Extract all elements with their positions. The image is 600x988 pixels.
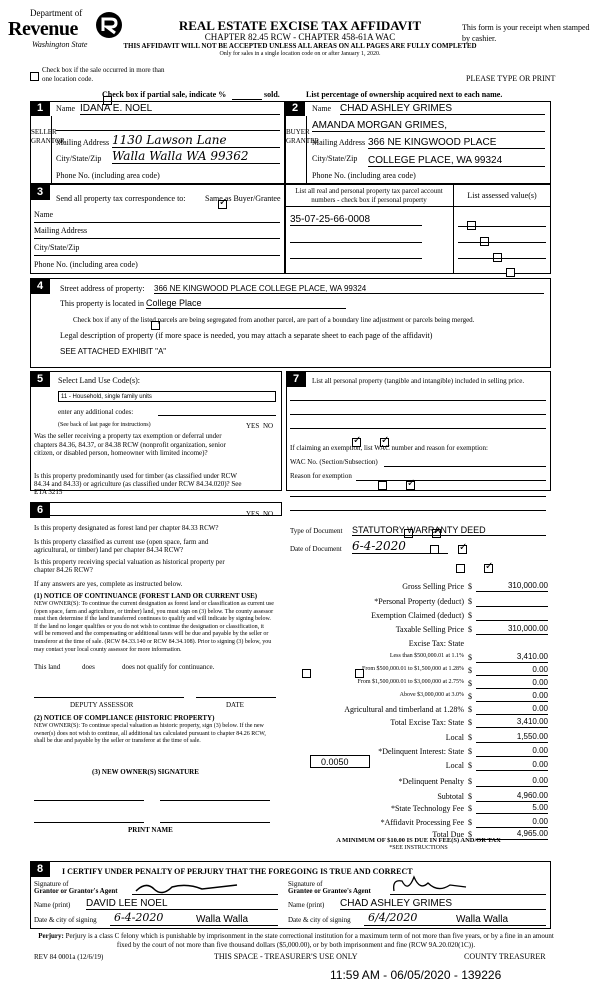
tax-row-label: Local	[445, 761, 464, 770]
doc-type-field[interactable]: STATUTORY WARRANTY DEED	[352, 525, 546, 536]
grantor-sig-label: Signature of	[34, 880, 69, 888]
tax-row-dollar: $	[468, 625, 472, 634]
local-rate-field[interactable]: 0.0050	[310, 755, 370, 768]
additional-codes-field[interactable]	[158, 415, 276, 416]
tax-row-label: Taxable Selling Price	[395, 625, 464, 634]
tax-row-value[interactable]: 1,550.00	[476, 732, 548, 743]
parcels-heading: List all real and personal property tax parcel account numbers - check box if personal property	[295, 187, 443, 204]
form-chapter: CHAPTER 82.45 RCW - CHAPTER 458-61A WAC	[204, 32, 396, 42]
multi-location-label: Check box if the sale occurred in more than one location code.	[42, 66, 165, 83]
grantor-date-label: Date & city of signing	[34, 916, 97, 924]
pct-ownership-note: List percentage of ownership acquired next to each name.	[306, 90, 503, 99]
s6-q2-no[interactable]	[458, 545, 467, 554]
tax-row-value[interactable]: 5.00	[476, 803, 548, 814]
form-warning: THIS AFFIDAVIT WILL NOT BE ACCEPTED UNLESS ALL AREAS ON ALL PAGES ARE FULLY COMPLETED	[123, 42, 477, 50]
tax-row-label: Total Excise Tax: State	[390, 718, 464, 727]
tax-row-dollar: $	[468, 761, 472, 770]
tax-row-label: Agricultural and timberland at 1.28%	[344, 705, 464, 714]
tax-row-value[interactable]: 0.00	[476, 691, 548, 702]
buyer-grantee-label: BUYER GRANTEE	[286, 128, 319, 145]
corr-address-label: Mailing Address	[34, 226, 88, 235]
logo-dept: Department of	[30, 8, 83, 18]
grantee-date-label: Date & city of signing	[288, 916, 351, 924]
tax-row-label: Total Due	[432, 830, 464, 839]
grantee-date-field[interactable]: 6/4/2020	[368, 911, 418, 924]
land-does-not-label: does not qualify for continuance.	[122, 663, 215, 671]
land-use-label: Select Land Use Code(s):	[58, 376, 140, 385]
seller-phone-label: Phone No. (including area code)	[56, 171, 160, 180]
segregate-label: Check box if any of the listed parcels are being segregated from another parcel, are part of a boundary line adjustment or parcels being merged.	[73, 316, 475, 324]
tax-row-label: Subtotal	[437, 792, 464, 801]
s6-no-header: NO	[263, 510, 274, 518]
this-land-label: This land	[34, 663, 61, 671]
partial-sale-label: Check box if partial sale, indicate %	[102, 90, 227, 99]
tax-row-dollar: $	[468, 830, 472, 839]
minimum-note: A MINIMUM OF $10.00 IS DUE IN FEE(S) AND/OR TAX	[336, 837, 501, 844]
s5-yes-header: YES	[246, 422, 260, 430]
grantee-name-label: Name (print)	[288, 901, 325, 909]
grantee-city-field[interactable]: Walla Walla	[456, 914, 509, 925]
partial-percent-field[interactable]	[232, 99, 262, 100]
seller-city-field[interactable]: Walla Walla WA 99362	[112, 149, 280, 164]
assessed-value-1[interactable]	[458, 226, 546, 227]
grantor-date-field[interactable]: 6-4-2020	[114, 911, 164, 924]
deputy-assessor-label: DEPUTY ASSESSOR	[70, 701, 134, 709]
corr-name-label: Name	[34, 210, 54, 219]
tax-row-dollar: $	[468, 611, 472, 620]
parcel-number-1[interactable]: 35-07-25-66-0008	[290, 214, 422, 226]
additional-codes-label: enter any additional codes:	[58, 408, 134, 416]
form-only-for: Only for sales in a single location code on or after January 1, 2020.	[219, 51, 381, 57]
dor-logo-icon	[94, 10, 124, 40]
tax-row-dollar: $	[468, 705, 472, 714]
treasurer-use-label: THIS SPACE - TREASURER'S USE ONLY	[214, 952, 358, 961]
s6-q3-no[interactable]	[484, 564, 493, 573]
s5-question-1: Was the seller receiving a property tax exemption or deferral under chapters 84.36, 84.37, or 84.38 RCW (nonprofit organization, senior citizen, or disabled person, homeowner with limited income)?	[34, 432, 226, 457]
section-7-number: 7	[286, 371, 306, 387]
grantor-name-field[interactable]: DAVID LEE NOEL	[86, 898, 278, 910]
tax-row-value[interactable]: 310,000.00	[476, 581, 548, 592]
tax-row-label: Excise Tax: State	[408, 639, 464, 648]
buyer-name-field[interactable]: CHAD ASHLEY GRIMES	[340, 103, 545, 115]
tax-row-dollar: $	[468, 679, 472, 688]
notice-1-body: NEW OWNER(S): To continue the current designation as forest land or classification as current use (open space, farm and agriculture, or timber) land, you must sign on (3) below. The county assessor must then determine if the land transferred continues to qualify and will indicate by signing below. If the land no longer qualifies or you do not wish to continue the designation or classification, it will be removed and the compensating or additional taxes will be due and payable by the seller or transferor at the time of sale. (RCW 84.33.140 or RCW 84.34.108). Prior to signing (3) below, you may contact your local county assessor for more information.	[34, 601, 274, 653]
form-title: REAL ESTATE EXCISE TAX AFFIDAVIT	[178, 18, 422, 33]
notice-2-body: NEW OWNER(S): To continue special valuation as historic property, sign (3) below. If the new owner(s) does not wish to continue, all additional tax calculated pursuant to chapter 84.26 RCW, shall be due and payable by the seller or transferor at the time of sale.	[34, 723, 266, 745]
grantor-name-label: Name (print)	[34, 901, 71, 909]
same-as-buyer-label: Same as Buyer/Grantee	[205, 194, 281, 203]
buyer-city-label: City/State/Zip	[312, 154, 358, 163]
tax-row-dollar: $	[468, 804, 472, 813]
grantee-sig-label: Signature of	[288, 880, 323, 888]
s5-no-header: NO	[263, 422, 274, 430]
seller-name-label: Name	[56, 104, 76, 113]
receipt-stamp: 11:59 AM - 06/05/2020 - 139226	[330, 968, 502, 982]
assessor-date-label: DATE	[226, 701, 244, 709]
tax-row-value[interactable]: 3,410.00	[476, 717, 548, 728]
legal-description-label: Legal description of property (if more space is needed, you may attach a separate sheet to each page of the affidavit)	[60, 331, 433, 340]
tax-row-value[interactable]: 0.00	[476, 760, 548, 771]
buyer-city-field[interactable]: COLLEGE PLACE, WA 99324	[368, 155, 545, 167]
tax-row-dollar: $	[468, 747, 472, 756]
tax-row-dollar: $	[468, 692, 472, 701]
tax-row-label: *State Technology Fee	[390, 804, 464, 813]
corr-phone-label: Phone No. (including area code)	[34, 260, 138, 269]
legal-description-value[interactable]: SEE ATTACHED EXHIBIT "A"	[60, 347, 167, 356]
section-1-number: 1	[30, 101, 50, 116]
tax-row-value[interactable]: 0.00	[476, 746, 548, 757]
tax-row-dollar: $	[468, 733, 472, 742]
tax-row-dollar: $	[468, 666, 472, 675]
logo-state: Washington State	[32, 40, 88, 49]
tax-row-label: *Personal Property (deduct)	[374, 597, 464, 606]
notice-2-heading: (2) NOTICE OF COMPLIANCE (HISTORIC PROPERTY)	[34, 714, 215, 722]
section-2-number: 2	[285, 101, 305, 116]
tax-row-label: Above $3,000,000 at 3.0%	[399, 692, 464, 698]
tax-row-value[interactable]: 0.00	[476, 776, 548, 787]
partial-sold-label: sold.	[264, 90, 280, 99]
tax-row-dollar: $	[468, 777, 472, 786]
seller-name-field[interactable]: IDANA E. NOEL	[80, 103, 280, 115]
grantee-agent-label: Grantee or Grantee's Agent	[288, 887, 371, 895]
tax-row-dollar: $	[468, 792, 472, 801]
seller-address-label: Mailing Address	[56, 138, 110, 147]
tax-row-dollar: $	[468, 653, 472, 662]
wac-field[interactable]	[384, 466, 546, 467]
s6-question-3: Is this property receiving special valuation as historical property per chapter 84.26 RCW?	[34, 558, 225, 574]
grantor-city-field[interactable]: Walla Walla	[196, 914, 249, 925]
doc-type-label: Type of Document	[290, 527, 343, 535]
s6-q3-yes[interactable]	[456, 564, 465, 573]
located-in-label: This property is located in	[60, 299, 144, 308]
tax-row-value[interactable]: 4,965.00	[476, 829, 548, 840]
s6-question-1: Is this property designated as forest land per chapter 84.33 RCW?	[34, 524, 219, 532]
grantee-name-field[interactable]: CHAD ASHLEY GRIMES	[340, 898, 546, 910]
grantee-signature	[390, 873, 470, 895]
tax-row-value[interactable]: 3,410.00	[476, 652, 548, 663]
land-use-select[interactable]: 11 - Household, single family units	[58, 391, 276, 402]
tax-row-label: *Delinquent Interest: State	[378, 747, 464, 756]
seller-city-label: City/State/Zip	[56, 154, 102, 163]
tax-row-value[interactable]	[476, 596, 548, 607]
section-3-number: 3	[30, 184, 50, 200]
tax-row-value[interactable]: 0.00	[476, 704, 548, 715]
s6-yes-header: YES	[246, 510, 260, 518]
tax-row-label: Local	[445, 733, 464, 742]
section-5-number: 5	[30, 371, 50, 387]
notice-3-heading: (3) NEW OWNER(S) SIGNATURE	[92, 768, 199, 776]
multi-location-checkbox[interactable]	[30, 72, 39, 81]
buyer-phone-label: Phone No. (including area code)	[312, 171, 416, 180]
certify-heading: I CERTIFY UNDER PENALTY OF PERJURY THAT THE FOREGOING IS TRUE AND CORRECT	[62, 867, 413, 876]
seller-address-field[interactable]: 1130 Lawson Lane	[112, 133, 280, 148]
see-back-note: (See back of last page for instructions)	[58, 422, 151, 428]
tax-row-label: From $500,000.01 to $1,500,000 at 1.28%	[362, 666, 464, 672]
tax-row-value[interactable]: 0.00	[476, 665, 548, 676]
print-name-label: PRINT NAME	[128, 826, 173, 834]
tax-row-dollar: $	[468, 597, 472, 606]
personal-property-heading: List all personal property (tangible and intangible) included in selling price.	[312, 377, 525, 385]
assessed-heading: List assessed value(s)	[467, 191, 537, 200]
section-8-number: 8	[30, 861, 50, 877]
exemption-heading: If claiming an exemption, list WAC number and reason for exemption:	[290, 444, 488, 452]
tax-row-label: Gross Selling Price	[402, 582, 464, 591]
tax-row-value[interactable]: 4,960.00	[476, 791, 548, 802]
s5-question-2: Is this property predominantly used for timber (as classified under RCW 84.34 and 84.33) or agriculture (as classified under RCW 84.34.020)? See ETA 3215	[34, 472, 242, 496]
buyer-name-label: Name	[312, 104, 332, 113]
doc-date-label: Date of Document	[290, 545, 342, 553]
located-in-field[interactable]: College Place	[146, 298, 346, 309]
tax-row-dollar: $	[468, 818, 472, 827]
county-treasurer-label: COUNTY TREASURER	[464, 952, 546, 961]
doc-date-field[interactable]: 6-4-2020	[352, 539, 448, 554]
tax-row-value[interactable]: 0.00	[476, 678, 548, 689]
tax-row-label: *Affidavit Processing Fee	[380, 818, 464, 827]
tax-row-label: Exemption Claimed (deduct)	[371, 611, 464, 620]
see-instructions-note: *SEE INSTRUCTIONS	[389, 845, 448, 851]
reason-field[interactable]	[356, 480, 546, 481]
buyer-name2-field[interactable]: AMANDA MORGAN GRIMES,	[312, 120, 545, 132]
personal-property-checkbox-4[interactable]	[506, 268, 515, 277]
section-6-number: 6	[30, 502, 50, 518]
tax-row-dollar: $	[468, 718, 472, 727]
tax-row-value[interactable]: 310,000.00	[476, 624, 548, 635]
reason-label: Reason for exemption	[290, 472, 352, 480]
receipt-note: This form is your receipt when stamped by cashier.	[462, 23, 590, 43]
seller-grantor-label: SELLER GRANTOR	[31, 128, 65, 145]
perjury-text: Perjury is a class C felony which is punishable by imprisonment in the state correctional institution for a maximum term of not more than five years, or by a fine in an amount fixed by the court of not more than five thousand dollars ($5,000.00), or by both imprisonment and fine (RCW 9A.20.020(1C)).	[65, 932, 554, 949]
buyer-address-label: Mailing Address	[312, 138, 366, 147]
perjury-label: Perjury:	[38, 932, 64, 940]
send-correspondence-label: Send all property tax correspondence to:	[56, 194, 186, 203]
tax-row-value[interactable]: 0.00	[476, 817, 548, 828]
perjury-note	[36, 932, 556, 950]
street-address-label: Street address of property:	[60, 284, 145, 293]
tax-row-dollar: $	[468, 582, 472, 591]
logo-revenue: Revenue	[8, 18, 78, 40]
section-6-forest	[30, 502, 282, 516]
tax-row-label: From $1,500,000.01 to $3,000,000 at 2.75%	[357, 679, 464, 685]
notice-1-heading: (1) NOTICE OF CONTINUANCE (FOREST LAND OR CURRENT USE)	[34, 592, 258, 600]
if-yes-note: If any answers are yes, complete as instructed below.	[34, 580, 183, 588]
tax-row-value[interactable]	[476, 610, 548, 621]
street-address-field[interactable]: 366 NE KINGWOOD PLACE COLLEGE PLACE, WA 99324	[154, 284, 544, 294]
form-revision: REV 84 0001a (12/6/19)	[34, 953, 104, 961]
buyer-address-field[interactable]: 366 NE KINGWOOD PLACE	[368, 137, 545, 149]
grantor-agent-label: Grantor or Grantor's Agent	[34, 887, 118, 895]
corr-city-label: City/State/Zip	[34, 243, 80, 252]
wac-label: WAC No. (Section/Subsection)	[290, 458, 378, 466]
land-does-label: does	[82, 663, 95, 671]
tax-row-label: *Delinquent Penalty	[398, 777, 464, 786]
s6-question-2: Is this property classified as current use (open space, farm and agricultural, or timber) land per chapter 84.34 RCW?	[34, 538, 209, 554]
tax-row-label: Less than $500,000.01 at 1.1%	[389, 653, 464, 659]
type-or-print: PLEASE TYPE OR PRINT	[466, 74, 556, 83]
section-4-number: 4	[30, 278, 50, 294]
grantor-signature	[132, 879, 242, 895]
